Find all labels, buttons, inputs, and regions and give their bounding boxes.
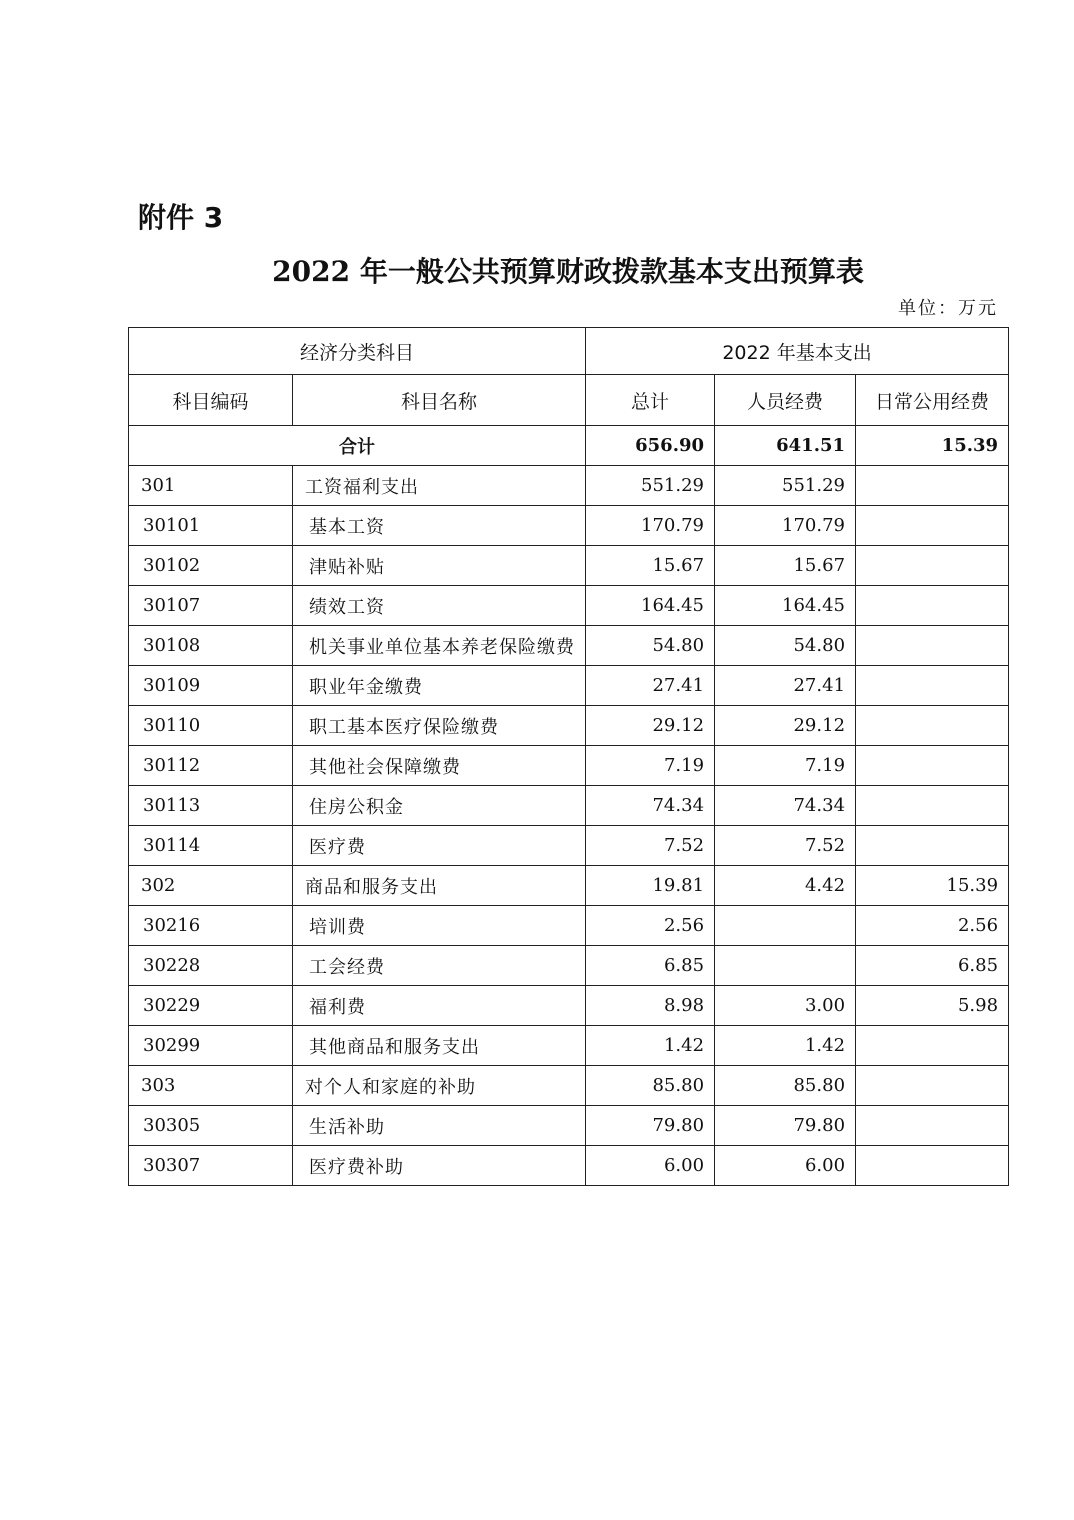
- row-public: [856, 1026, 1009, 1066]
- row-code: 303: [129, 1066, 293, 1106]
- row-code: 30305: [129, 1106, 293, 1146]
- row-personnel: 4.42: [715, 866, 856, 906]
- row-total: 164.45: [586, 586, 715, 626]
- group-header-classification: 经济分类科目: [129, 328, 586, 375]
- row-code: 30107: [129, 586, 293, 626]
- unit-label: 单位：万元: [898, 298, 998, 319]
- column-header-total: 总计: [586, 375, 715, 426]
- row-personnel: 551.29: [715, 466, 856, 506]
- row-code: 30113: [129, 786, 293, 826]
- row-public: 5.98: [856, 986, 1009, 1026]
- row-personnel: [715, 906, 856, 946]
- row-total: 551.29: [586, 466, 715, 506]
- row-name: 商品和服务支出: [293, 866, 586, 906]
- row-code: 30101: [129, 506, 293, 546]
- table-row: [129, 1146, 1009, 1186]
- budget-table: [128, 327, 1009, 1186]
- row-public: 15.39: [856, 866, 1009, 906]
- table-row: [129, 946, 1009, 986]
- table-row: [129, 666, 1009, 706]
- row-code: 30114: [129, 826, 293, 866]
- table-row: [129, 786, 1009, 826]
- column-header-name: 科目名称: [293, 375, 586, 426]
- row-personnel: 1.42: [715, 1026, 856, 1066]
- row-personnel: 74.34: [715, 786, 856, 826]
- row-total: 54.80: [586, 626, 715, 666]
- row-code: 30307: [129, 1146, 293, 1186]
- row-public: [856, 786, 1009, 826]
- total-sum: 656.90: [586, 426, 715, 466]
- row-personnel: 29.12: [715, 706, 856, 746]
- row-code: 30108: [129, 626, 293, 666]
- group-header-basic-expenditure: 2022 年基本支出: [586, 328, 1009, 375]
- table-row: [129, 586, 1009, 626]
- row-total: 85.80: [586, 1066, 715, 1106]
- total-personnel: 641.51: [715, 426, 856, 466]
- row-total: 6.85: [586, 946, 715, 986]
- row-total: 7.19: [586, 746, 715, 786]
- row-personnel: 27.41: [715, 666, 856, 706]
- row-public: [856, 826, 1009, 866]
- row-personnel: 79.80: [715, 1106, 856, 1146]
- table-row: [129, 1026, 1009, 1066]
- row-public: [856, 506, 1009, 546]
- table-row: [129, 906, 1009, 946]
- row-code: 30109: [129, 666, 293, 706]
- row-code: 30110: [129, 706, 293, 746]
- row-public: [856, 1066, 1009, 1106]
- row-code: 30112: [129, 746, 293, 786]
- table-row: [129, 866, 1009, 906]
- row-public: [856, 1146, 1009, 1186]
- row-public: [856, 1106, 1009, 1146]
- table-row: [129, 466, 1009, 506]
- row-total: 74.34: [586, 786, 715, 826]
- row-name: 工资福利支出: [293, 466, 586, 506]
- row-name: 其他社会保障缴费: [293, 746, 586, 786]
- total-public: 15.39: [856, 426, 1009, 466]
- column-header-personnel: 人员经费: [715, 375, 856, 426]
- row-total: 27.41: [586, 666, 715, 706]
- row-code: 301: [129, 466, 293, 506]
- row-personnel: 6.00: [715, 1146, 856, 1186]
- row-personnel: 170.79: [715, 506, 856, 546]
- row-personnel: 3.00: [715, 986, 856, 1026]
- total-row: [129, 426, 1009, 466]
- table-row: [129, 1066, 1009, 1106]
- row-name: 医疗费: [293, 826, 586, 866]
- total-label: 合计: [129, 426, 586, 466]
- row-public: [856, 746, 1009, 786]
- row-name: 住房公积金: [293, 786, 586, 826]
- row-total: 19.81: [586, 866, 715, 906]
- table-row: [129, 706, 1009, 746]
- row-public: [856, 586, 1009, 626]
- row-total: 7.52: [586, 826, 715, 866]
- row-total: 6.00: [586, 1146, 715, 1186]
- row-public: [856, 546, 1009, 586]
- row-personnel: 164.45: [715, 586, 856, 626]
- row-name: 机关事业单位基本养老保险缴费: [293, 626, 586, 666]
- row-public: [856, 706, 1009, 746]
- row-public: [856, 626, 1009, 666]
- row-name: 培训费: [293, 906, 586, 946]
- table-row: [129, 826, 1009, 866]
- row-name: 职业年金缴费: [293, 666, 586, 706]
- row-name: 福利费: [293, 986, 586, 1026]
- row-name: 绩效工资: [293, 586, 586, 626]
- row-total: 170.79: [586, 506, 715, 546]
- row-code: 30299: [129, 1026, 293, 1066]
- row-total: 79.80: [586, 1106, 715, 1146]
- row-name: 医疗费补助: [293, 1146, 586, 1186]
- row-name: 津贴补贴: [293, 546, 586, 586]
- row-total: 1.42: [586, 1026, 715, 1066]
- row-total: 15.67: [586, 546, 715, 586]
- table-row: [129, 626, 1009, 666]
- row-public: [856, 666, 1009, 706]
- column-header-code: 科目编码: [129, 375, 293, 426]
- page-title: 2022 年一般公共预算财政拨款基本支出预算表: [272, 255, 864, 288]
- row-name: 工会经费: [293, 946, 586, 986]
- row-public: 2.56: [856, 906, 1009, 946]
- row-code: 30228: [129, 946, 293, 986]
- row-public: 6.85: [856, 946, 1009, 986]
- row-code: 30216: [129, 906, 293, 946]
- table-row: [129, 546, 1009, 586]
- row-public: [856, 466, 1009, 506]
- row-personnel: 15.67: [715, 546, 856, 586]
- row-name: 对个人和家庭的补助: [293, 1066, 586, 1106]
- row-personnel: 54.80: [715, 626, 856, 666]
- row-total: 2.56: [586, 906, 715, 946]
- row-personnel: [715, 946, 856, 986]
- row-personnel: 7.52: [715, 826, 856, 866]
- row-personnel: 7.19: [715, 746, 856, 786]
- row-personnel: 85.80: [715, 1066, 856, 1106]
- column-header-public: 日常公用经费: [856, 375, 1009, 426]
- row-total: 8.98: [586, 986, 715, 1026]
- row-code: 302: [129, 866, 293, 906]
- table-row: [129, 986, 1009, 1026]
- row-name: 生活补助: [293, 1106, 586, 1146]
- row-total: 29.12: [586, 706, 715, 746]
- table-row: [129, 506, 1009, 546]
- attachment-label: 附件 3: [138, 201, 224, 234]
- row-code: 30102: [129, 546, 293, 586]
- table-row: [129, 1106, 1009, 1146]
- row-name: 其他商品和服务支出: [293, 1026, 586, 1066]
- row-code: 30229: [129, 986, 293, 1026]
- row-name: 基本工资: [293, 506, 586, 546]
- row-name: 职工基本医疗保险缴费: [293, 706, 586, 746]
- table-row: [129, 746, 1009, 786]
